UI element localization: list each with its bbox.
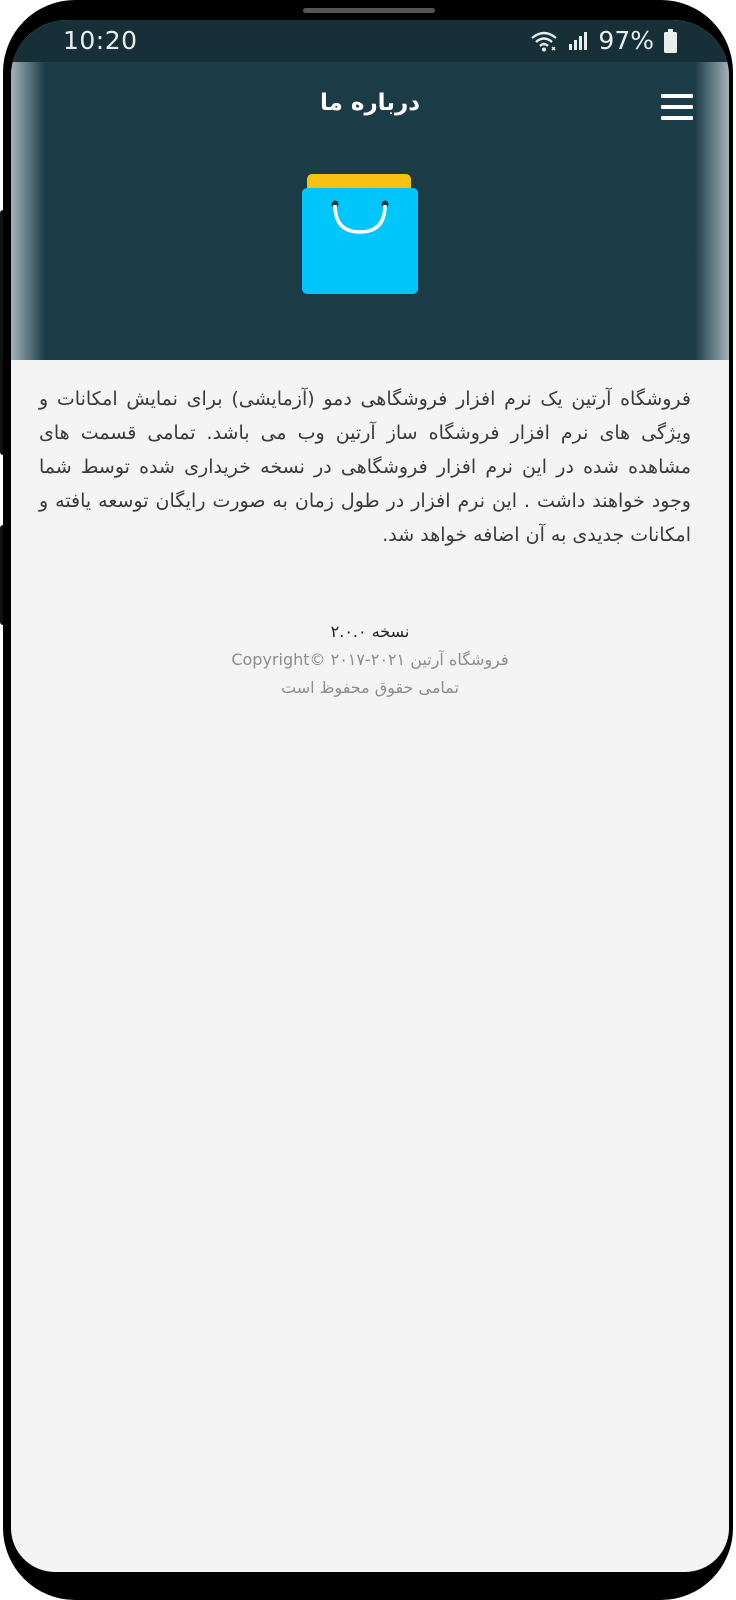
battery-icon — [664, 29, 677, 53]
app-footer — [11, 618, 729, 702]
version-label: نسخه ۲.۰.۰ — [330, 622, 410, 641]
screen — [11, 20, 729, 1572]
page-title: درباره ما — [319, 90, 421, 116]
battery-percent: 97% — [598, 26, 654, 55]
status-icons — [530, 26, 677, 55]
speaker-grille — [303, 8, 435, 13]
status-bar — [11, 20, 729, 62]
app-header — [11, 62, 729, 360]
wifi-icon — [530, 30, 558, 52]
hamburger-menu-icon[interactable] — [661, 94, 693, 120]
rights-text: تمامی حقوق محفوظ است — [280, 678, 460, 697]
copyright-text: فروشگاه آرتین Copyright© ۲۰۱۷-۲۰۲۱ — [231, 650, 509, 669]
about-description: فروشگاه آرتین یک نرم افزار فروشگاهی دمو (آزمایشی) برای نمایش امکانات و ویژگی های نرم افزار فروشگاه ساز آرتین وب می باشد. تمامی قسمت های مشاهده شده در این نرم افزار فروشگاهی در نسخه خریداری شده توسط شما وجود خواهند داشت . این نرم افزار در طول زمان به صورت رایگان توسعه یافته و امکانات جدیدی به آن اضافه خواهد شد. — [39, 388, 691, 546]
shopping-bag-icon — [302, 174, 418, 294]
status-time: 10:20 — [63, 26, 138, 55]
signal-icon — [568, 31, 588, 51]
